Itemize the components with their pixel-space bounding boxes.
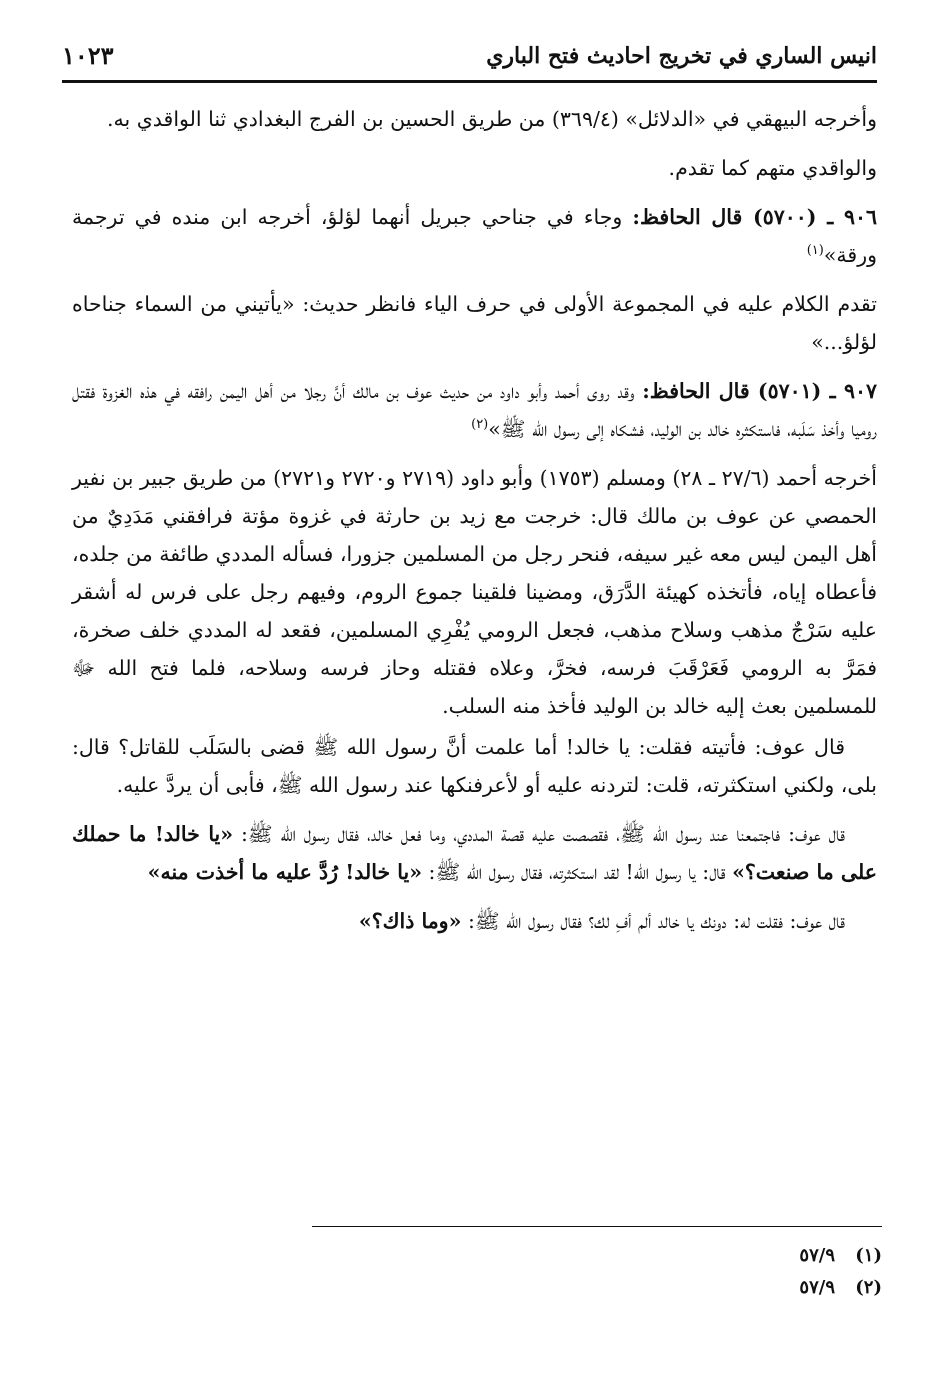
page-number: ١٠٢٣ [62, 41, 114, 70]
footnote-number: (١) [855, 1245, 882, 1266]
paragraph-awf-3 [72, 902, 877, 940]
footnote-1 [560, 1240, 882, 1272]
entry-907 [72, 372, 877, 448]
paragraph-awf-1: قال عوف: فأتيته فقلت: يا خالد! أما علمت أنَّ رسول الله ﷺ قضى بالسَلَب للقاتل؟ قال: بلى، ولكني استكثرته، قلت: لتردنه عليه أو لأعرفنكها عند رسول الله ﷺ، فأبى أن يردَّ عليه. [72, 735, 877, 797]
main-text [72, 100, 877, 951]
prophet-quote-1: «يا خالد! ما حملك على ما صنعت؟» [72, 822, 877, 884]
awf-2-text-a: قال عوف: فاجتمعنا عند رسول الله ﷺ، فقصصت عليه قصة المددي، وما فعل خالد، فقال رسول الله ﷺ: [241, 822, 845, 846]
paragraph-awf-2 [72, 815, 877, 891]
prophet-quote-2: «يا خالد! رُدَّ عليه ما أخذت منه» [147, 860, 423, 884]
header-rule [62, 80, 877, 83]
footnote-2 [560, 1272, 882, 1304]
sources-line: أخرجه أحمد (٢٧/٦ ـ ٢٨) ومسلم (١٧٥٣) وأبو داود (٢٧١٩ و٢٧٢٠ و٢٧٢١) [273, 466, 877, 490]
paragraph-see-earlier: تقدم الكلام عليه في المجموعة الأولى في حرف الياء فانظر حديث: «يأتيني من السماء جناحاه لؤلؤ...» [72, 292, 877, 354]
footnote-separator [312, 1226, 882, 1227]
footnote-ref-1[interactable]: (١) [806, 243, 824, 259]
awf-2-text-b: قال: يا رسول الله! لقد استكثرته، فقال رسول الله ﷺ: [428, 860, 726, 884]
entry-907-text: وقد روى أحمد وأبو داود من حديث عوف بن مالك أنَّ رجلا من أهل اليمن رافقه في هذه الغزوة فقتل روميا وأخذ سَلَبه، فاستكثره خالد بن الوليد، فشكاه إلى رسول الله ﷺ» [72, 379, 877, 441]
entry-906-text: وجاء في جناحي جبريل أنهما لؤلؤ، أخرجه ابن منده في ترجمة ورقة» [72, 205, 877, 267]
footnote-ref-2[interactable]: (٢) [471, 417, 489, 433]
entry-906-label: ٩٠٦ ـ (٥٧٠٠) قال الحافظ: [632, 205, 877, 229]
paragraph-sources [72, 459, 877, 725]
hadith-narration: من طريق جبير بن نفير الحمصي عن عوف بن مالك قال: خرجت مع زيد بن حارثة في غزوة مؤتة فرافقني مَدَدِيٌ من أهل اليمن ليس معه غير سيفه، فنحر رجل من المسلمين جزورا، فسأله المددي طائفة من جلده، فأعطاه إياه، فأتخذه كهيئة الدَّرَق، ومضينا فلقينا جموع الروم، وفيهم رجل على فرس له أشقر عليه سَرْجٌ مذهب وسلاح مذهب، فجعل الرومي يُفْرِي المسلمين، فقعد له المددي خلف صخرة، فمَرَّ به الرومي فَعَرْقَبَ فرسه، فخرَّ، وعلاه فقتله وحاز فرسه وسلاحه، فلما فتح الله ﷻ للمسلمين بعث إليه خالد بن الوليد فأخذ منه السلب. [72, 466, 877, 718]
paragraph-bayhaqi: وأخرجه البيهقي في «الدلائل» (٣٦٩/٤) من طريق الحسين بن الفرج البغدادي ثنا الواقدي به. [107, 107, 877, 131]
footnote-text: ٥٧/٩ [799, 1277, 835, 1298]
entry-907-label: ٩٠٧ ـ (٥٧٠١) قال الحافظ: [642, 379, 877, 403]
footnotes [560, 1240, 882, 1304]
footnote-number: (٢) [855, 1277, 882, 1298]
book-title: انيس الساري في تخريج احاديث فتح الباري [486, 43, 877, 69]
footnote-text: ٥٧/٩ [799, 1245, 835, 1266]
paragraph-waqidi: والواقدي متهم كما تقدم. [668, 156, 877, 180]
prophet-quote-3: «وما ذاك؟» [358, 909, 462, 933]
running-header [62, 36, 877, 76]
awf-3-text: قال عوف: فقلت له: دونك يا خالد ألم أفِ لك؟ فقال رسول الله ﷺ: [467, 909, 845, 933]
entry-906 [72, 198, 877, 274]
